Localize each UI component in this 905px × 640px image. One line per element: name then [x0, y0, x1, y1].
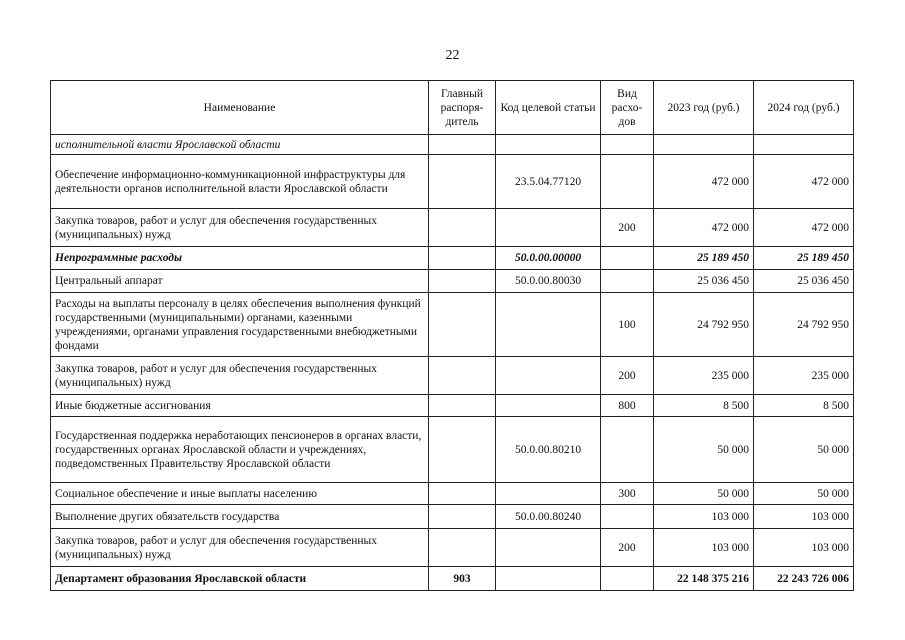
cell-year-2023: [654, 135, 754, 155]
cell-admin: [429, 483, 496, 505]
cell-year-2023: 25 189 450: [654, 247, 754, 270]
cell-year-2024: 22 243 726 006: [754, 567, 854, 591]
cell-code: [496, 209, 601, 247]
cell-code: [496, 483, 601, 505]
cell-year-2024: 50 000: [754, 417, 854, 483]
cell-code: [496, 395, 601, 417]
cell-code: [496, 529, 601, 567]
cell-kind: [601, 155, 654, 209]
cell-kind: 300: [601, 483, 654, 505]
cell-code: [496, 567, 601, 591]
cell-admin: [429, 135, 496, 155]
cell-year-2023: 8 500: [654, 395, 754, 417]
cell-year-2023: 50 000: [654, 417, 754, 483]
column-header-name: Наименование: [51, 81, 429, 135]
cell-code: [496, 293, 601, 357]
cell-code: [496, 357, 601, 395]
cell-code: [496, 135, 601, 155]
cell-name: Государственная поддержка неработающих пенсионеров в органах власти, государственных органах Ярославской области и учреждениях, подведомственных Правительству Ярославской области: [51, 417, 429, 483]
table-row: [51, 567, 854, 591]
cell-code: 23.5.04.77120: [496, 155, 601, 209]
cell-year-2024: 25 189 450: [754, 247, 854, 270]
table-row: [51, 270, 854, 293]
cell-name: Обеспечение информационно-коммуникационной инфраструктуры для деятельности органов исполнительной власти Ярославской области: [51, 155, 429, 209]
cell-name: Непрограммные расходы: [51, 247, 429, 270]
cell-year-2023: 472 000: [654, 209, 754, 247]
cell-kind: [601, 135, 654, 155]
cell-name: Закупка товаров, работ и услуг для обеспечения государственных (муниципальных) нужд: [51, 209, 429, 247]
column-header-admin: Главный распоря-дитель: [429, 81, 496, 135]
table-row: [51, 505, 854, 529]
cell-kind: [601, 417, 654, 483]
cell-name: Центральный аппарат: [51, 270, 429, 293]
cell-year-2024: 50 000: [754, 483, 854, 505]
table-row: [51, 155, 854, 209]
cell-year-2023: 22 148 375 216: [654, 567, 754, 591]
table-row: [51, 395, 854, 417]
table-row: [51, 209, 854, 247]
cell-year-2023: 25 036 450: [654, 270, 754, 293]
cell-year-2024: [754, 135, 854, 155]
cell-kind: 800: [601, 395, 654, 417]
cell-admin: [429, 357, 496, 395]
cell-name: Закупка товаров, работ и услуг для обеспечения государственных (муниципальных) нужд: [51, 529, 429, 567]
cell-name: Расходы на выплаты персоналу в целях обеспечения выполнения функций государственными (муниципальными) органами, казенными учреждениями, органами управления государственными внебюджетными фондами: [51, 293, 429, 357]
cell-kind: [601, 567, 654, 591]
cell-year-2024: 24 792 950: [754, 293, 854, 357]
cell-admin: [429, 155, 496, 209]
table-row: [51, 529, 854, 567]
cell-year-2023: 103 000: [654, 505, 754, 529]
cell-year-2023: 472 000: [654, 155, 754, 209]
cell-name: Социальное обеспечение и иные выплаты населению: [51, 483, 429, 505]
column-header-year-2024: 2024 год (руб.): [754, 81, 854, 135]
cell-year-2023: 24 792 950: [654, 293, 754, 357]
cell-admin: [429, 505, 496, 529]
table-row: [51, 247, 854, 270]
cell-code: 50.0.00.00000: [496, 247, 601, 270]
table-row: [51, 293, 854, 357]
cell-kind: [601, 270, 654, 293]
cell-admin: [429, 209, 496, 247]
cell-admin: [429, 247, 496, 270]
cell-kind: 100: [601, 293, 654, 357]
table-row: [51, 135, 854, 155]
cell-admin: [429, 417, 496, 483]
cell-name: исполнительной власти Ярославской области: [51, 135, 429, 155]
cell-kind: 200: [601, 357, 654, 395]
column-header-kind: Вид расхо-дов: [601, 81, 654, 135]
table-row: [51, 417, 854, 483]
table-row: [51, 357, 854, 395]
cell-year-2023: 50 000: [654, 483, 754, 505]
budget-table: [50, 80, 854, 591]
cell-name: Закупка товаров, работ и услуг для обеспечения государственных (муниципальных) нужд: [51, 357, 429, 395]
cell-name: Иные бюджетные ассигнования: [51, 395, 429, 417]
cell-admin: [429, 270, 496, 293]
cell-kind: [601, 247, 654, 270]
cell-admin: [429, 293, 496, 357]
column-header-year-2023: 2023 год (руб.): [654, 81, 754, 135]
cell-year-2024: 235 000: [754, 357, 854, 395]
cell-code: 50.0.00.80210: [496, 417, 601, 483]
table-header-row: [51, 81, 854, 135]
cell-kind: [601, 505, 654, 529]
cell-admin: 903: [429, 567, 496, 591]
cell-year-2024: 472 000: [754, 209, 854, 247]
cell-year-2023: 103 000: [654, 529, 754, 567]
cell-kind: 200: [601, 529, 654, 567]
page-number: 22: [445, 48, 460, 63]
cell-name: Выполнение других обязательств государства: [51, 505, 429, 529]
table-row: [51, 483, 854, 505]
cell-year-2024: 103 000: [754, 505, 854, 529]
cell-year-2024: 25 036 450: [754, 270, 854, 293]
cell-kind: 200: [601, 209, 654, 247]
column-header-code: Код целевой статьи: [496, 81, 601, 135]
cell-admin: [429, 529, 496, 567]
cell-code: 50.0.00.80240: [496, 505, 601, 529]
cell-code: 50.0.00.80030: [496, 270, 601, 293]
cell-name: Департамент образования Ярославской области: [51, 567, 429, 591]
cell-year-2023: 235 000: [654, 357, 754, 395]
cell-year-2024: 8 500: [754, 395, 854, 417]
cell-admin: [429, 395, 496, 417]
cell-year-2024: 103 000: [754, 529, 854, 567]
cell-year-2024: 472 000: [754, 155, 854, 209]
